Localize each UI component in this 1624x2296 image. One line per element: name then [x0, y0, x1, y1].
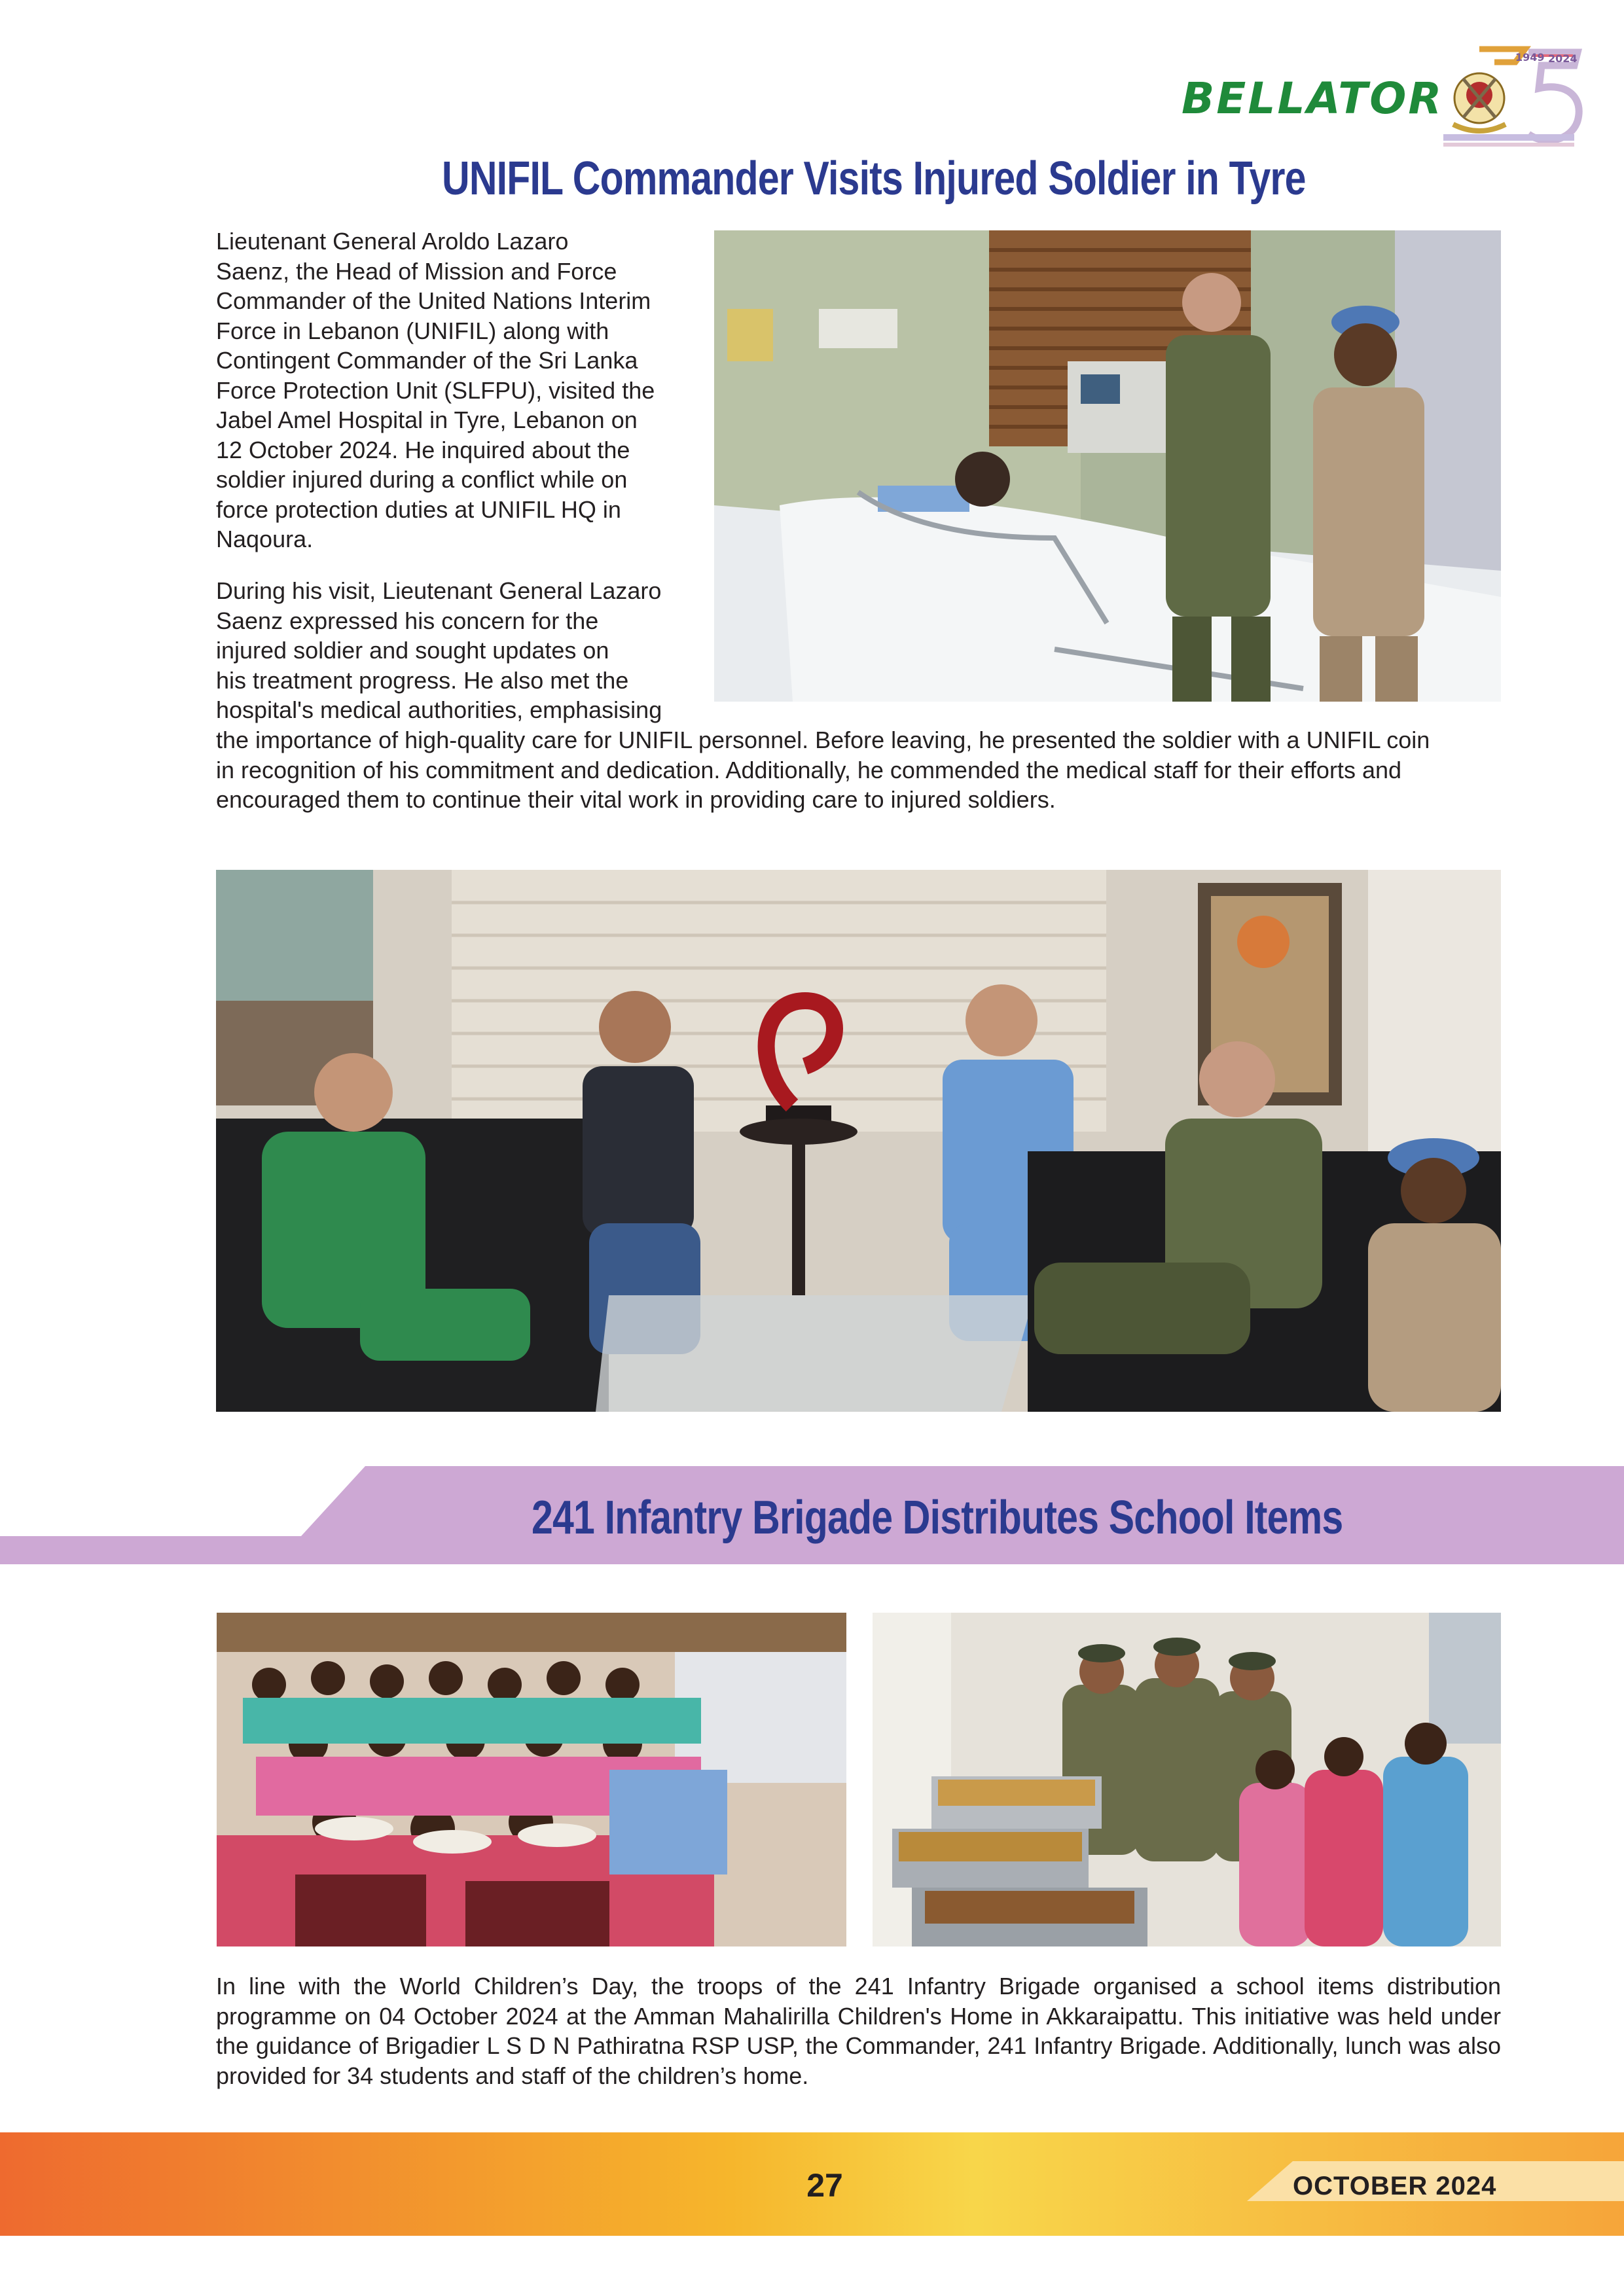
hospital-visit-photo: [714, 230, 1501, 702]
emblem-year-start: 1949: [1515, 51, 1545, 63]
text-line: the importance of high-quality care for UNIFIL personnel. Before leaving, he presented the soldier with a UNIFIL coin: [216, 726, 1430, 753]
text-line: During his visit, Lieutenant General Lazaro: [216, 577, 662, 604]
text-line: injured soldier and sought updates on: [216, 637, 609, 664]
issue-date: OCTOBER 2024: [1293, 2172, 1497, 2200]
text-line: force protection duties at UNIFIL HQ in: [216, 495, 621, 523]
masthead-title: BELLATOR: [1182, 73, 1444, 124]
text-line: Force Protection Unit (SLFPU), visited the: [216, 376, 655, 404]
text-line: 12 October 2024. He inquired about the: [216, 436, 630, 463]
article1-paragraph-2: [216, 576, 687, 725]
text-line: soldier injured during a conflict while on: [216, 466, 628, 493]
text-line: his treatment progress. He also met the: [216, 666, 629, 694]
anniversary-emblem: [1417, 36, 1587, 151]
text-line: Saenz expressed his concern for the: [216, 607, 599, 634]
text-line: encouraged them to continue their vital work in providing care to injured soldiers.: [216, 786, 1056, 813]
article1-title: UNIFIL Commander Visits Injured Soldier in Tyre: [442, 152, 1306, 205]
text-line: hospital's medical authorities, emphasising: [216, 696, 662, 723]
article2-paragraph: In line with the World Children’s Day, the troops of the 241 Infantry Brigade organised a school items distribution programme on 04 October 2024 at the Amman Mahalirilla Children's Home in Akkaraipattu. This initiative was held under the guidance of Brigadier L S D N Pathiratna RSP USP, the Commander, 241 Infantry Brigade. Additionally, lunch was also provided for 34 students and staff of the children’s home.: [216, 1973, 1501, 2089]
text-line: Contingent Commander of the Sri Lanka: [216, 347, 638, 374]
article2-title: 241 Infantry Brigade Distributes School Items: [532, 1492, 1343, 1544]
text-line: Jabel Amel Hospital in Tyre, Lebanon on: [216, 406, 638, 433]
text-line: Naqoura.: [216, 526, 314, 552]
text-line: Commander of the United Nations Interim: [216, 287, 651, 314]
text-line: Saenz, the Head of Mission and Force: [216, 257, 617, 285]
page-number: 27: [806, 2167, 843, 2204]
text-line: in recognition of his commitment and dedication. Additionally, he commended the medical staff for their efforts and: [216, 756, 1402, 783]
children-lunch-photo: [217, 1613, 846, 1946]
article1-paragraph-1: [216, 226, 674, 554]
article1-paragraph-3: [216, 725, 1509, 815]
text-line: Lieutenant General Aroldo Lazaro: [216, 228, 569, 255]
meeting-photo: [216, 870, 1501, 1412]
serving-lunch-photo: [873, 1613, 1501, 1946]
text-line: Force in Lebanon (UNIFIL) along with: [216, 317, 609, 344]
emblem-year-end: 2024: [1548, 52, 1578, 65]
